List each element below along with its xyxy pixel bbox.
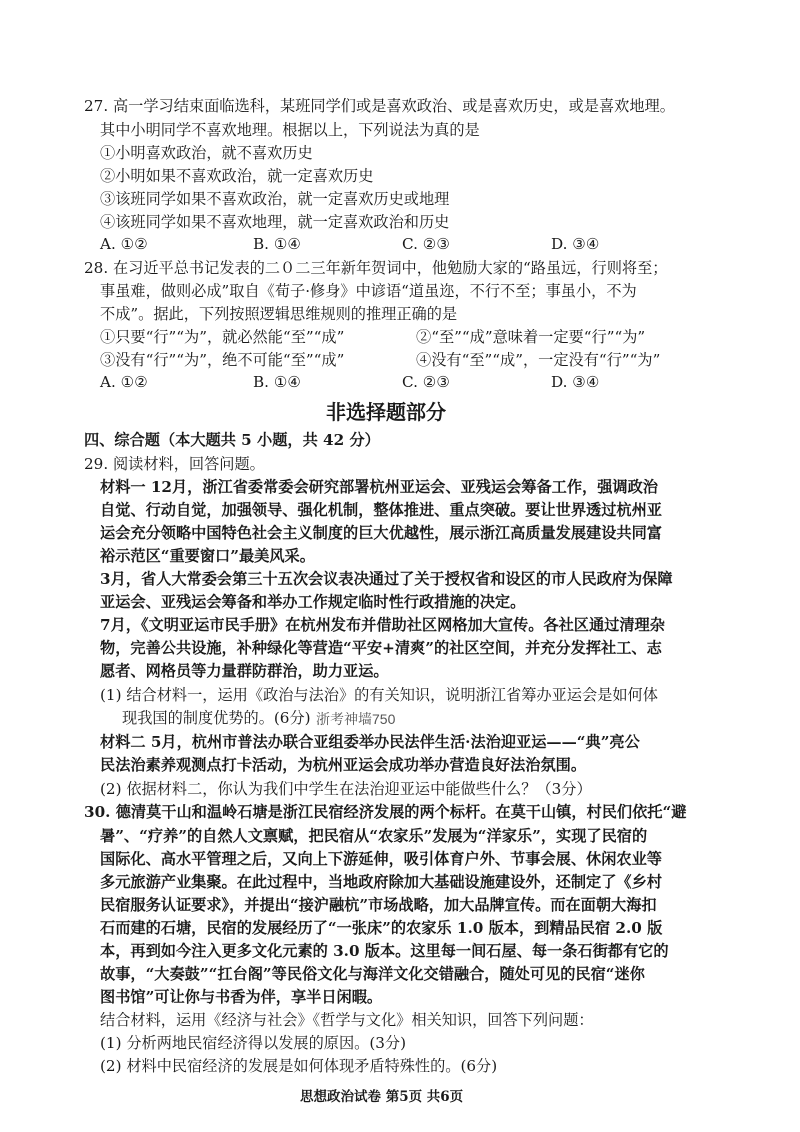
q27-stem-line2: 其中小明同学不喜欢地理。根据以上，下列说法为真的是 (100, 121, 480, 139)
q29-material1-line1: 材料一 12月，浙江省委常委会研究部署杭州亚运会、亚残运会筹备工作，强调政治 (100, 478, 658, 496)
q27-statement-4: ④该班同学如果不喜欢地理，就一定喜欢政治和历史 (100, 213, 450, 231)
q30-instruction: 结合材料，运用《经济与社会》《哲学与文化》相关知识，回答下列问题： (100, 1011, 594, 1029)
q27-statement-2: ②小明如果不喜欢政治，就一定喜欢历史 (100, 167, 374, 185)
q29-material1-line5: 3月，省人大常委会第三十五次会议表决通过了关于授权省和设区的市人民政府为保障 (100, 570, 673, 588)
q28-option-c: C. ②③ (402, 373, 450, 391)
q29-sub1-line1: (1) 结合材料一，运用《政治与法治》的有关知识，说明浙江省筹办亚运会是如何体 (100, 686, 658, 704)
q27-statement-1: ①小明喜欢政治，就不喜欢历史 (100, 144, 313, 162)
q30-line5: 民宿服务认证要求》，并提出“接沪融杭”市场战略，加大品牌宣传。而在面朝大海扣 (100, 896, 657, 914)
q29-material1-line4: 裕示范区“重要窗口”最美风采。 (100, 547, 315, 565)
q28-statement-1: ①只要“行”“为”，就必然能“至”“成” (100, 328, 345, 346)
q30-sub2: (2) 材料中民宿经济的发展是如何体现矛盾特殊性的。(6分) (100, 1057, 498, 1075)
q28-statement-3: ③没有“行”“为”，绝不可能“至”“成” (100, 351, 345, 369)
q28-option-d: D. ③④ (551, 373, 600, 391)
q28-stem-line1: 28. 在习近平总书记发表的二０二三年新年贺词中，他勉励大家的“路虽远，行则将至； (84, 259, 668, 277)
q30-line2: 暑”、“疗养”的自然人文禀赋，把民宿从“农家乐”发展为“洋家乐”，实现了民宿的 (100, 827, 648, 845)
q27-option-a: A. ①② (100, 235, 148, 253)
q29-material2-line2: 民法治素养观测点打卡活动，为杭州亚运会成功举办营造良好法治氛围。 (100, 756, 586, 774)
section-title: 非选择题部分 (326, 400, 446, 424)
q30-line9: 图书馆”可让你与书香为伴，享半日闲暇。 (100, 988, 383, 1006)
q29-intro: 29. 阅读材料，回答问题。 (84, 455, 265, 473)
q30-line4: 多元旅游产业集聚。在此过程中，当地政府除加大基础设施建设外，还制定了《乡村 (100, 873, 662, 891)
q29-material1-line8: 物，完善公共设施，补种绿化等营造“平安+清爽”的社区空间，并充分发挥社工、志 (100, 639, 662, 657)
watermark-text: 浙考神墙750 (316, 711, 396, 727)
q29-material1-line9: 愿者、网格员等力量群防群治，助力亚运。 (100, 662, 389, 680)
q28-stem-line3: 不成”。据此，下列按照逻辑思维规则的推理正确的是 (100, 305, 458, 323)
q27-stem-line1: 27. 高一学习结束面临选科，某班同学们或是喜欢政治、或是喜欢历史，或是喜欢地理。 (84, 97, 675, 115)
q28-statement-2: ②“至”“成”意味着一定要“行”“为” (416, 328, 646, 346)
page-footer: 思想政治试卷 第5页 共6页 (300, 1089, 464, 1105)
q29-material1-line6: 亚运会、亚残运会筹备和举办工作规定临时性行政措施的决定。 (100, 593, 526, 611)
q29-material1-line2: 自觉、行动自觉，加强领导、强化机制，整体推进、重点突破。要让世界透过杭州亚 (100, 501, 662, 519)
q30-sub1: (1) 分析两地民宿经济得以发展的原因。(3分) (100, 1034, 407, 1052)
q30-line7: 本，再到如今注入更多文化元素的 3.0 版本。这里每一间石屋、每一条石街都有它的 (100, 942, 669, 960)
q27-option-c: C. ②③ (402, 235, 450, 253)
q30-line8: 故事，“大奏鼓”“扛台阁”等民俗文化与海洋文化交错融合，随处可见的民宿“迷你 (100, 965, 645, 983)
q28-stem-line2: 事虽难，做则必成”取自《荀子·修身》中谚语“道虽迩，不行不至；事虽小，不为 (100, 282, 637, 300)
q27-option-d: D. ③④ (551, 235, 600, 253)
q28-option-b: B. ①④ (253, 373, 302, 391)
q28-statement-4: ④没有“至”“成”，一定没有“行”“为” (416, 351, 661, 369)
q29-material1-line3: 运会充分领略中国特色社会主义制度的巨大优越性，展示浙江高质量发展建设共同富 (100, 524, 662, 542)
q29-material2-line1: 材料二 5月，杭州市普法办联合亚组委举办民法伴生活·法治迎亚运——“典”亮公 (100, 733, 640, 751)
q29-material1-line7: 7月，《文明亚运市民手册》在杭州发布并借助社区网格加大宣传。各社区通过清理杂 (100, 616, 665, 634)
q30-line6: 石而建的石塘，民宿的发展经历了“一张床”的农家乐 1.0 版本，到精品民宿 2.0 版 (100, 919, 663, 937)
q30-line1: 30. 德清莫干山和温岭石塘是浙江民宿经济发展的两个标杆。在莫干山镇，村民们依托“避 (84, 803, 687, 821)
q28-option-a: A. ①② (100, 373, 148, 391)
q30-line3: 国际化、高水平管理之后，又向上下游延伸，吸引体育户外、节事会展、休闲农业等 (100, 850, 662, 868)
q27-option-b: B. ①④ (253, 235, 302, 253)
q27-statement-3: ③该班同学如果不喜欢政治，就一定喜欢历史或地理 (100, 190, 450, 208)
q29-sub1-line2: 现我国的制度优势的。(6分) (122, 709, 311, 727)
q29-sub2: (2) 依据材料二，你认为我们中学生在法治迎亚运中能做些什么？（3分） (100, 780, 592, 798)
part4-title: 四、综合题（本大题共 5 小题，共 42 分） (84, 431, 380, 449)
